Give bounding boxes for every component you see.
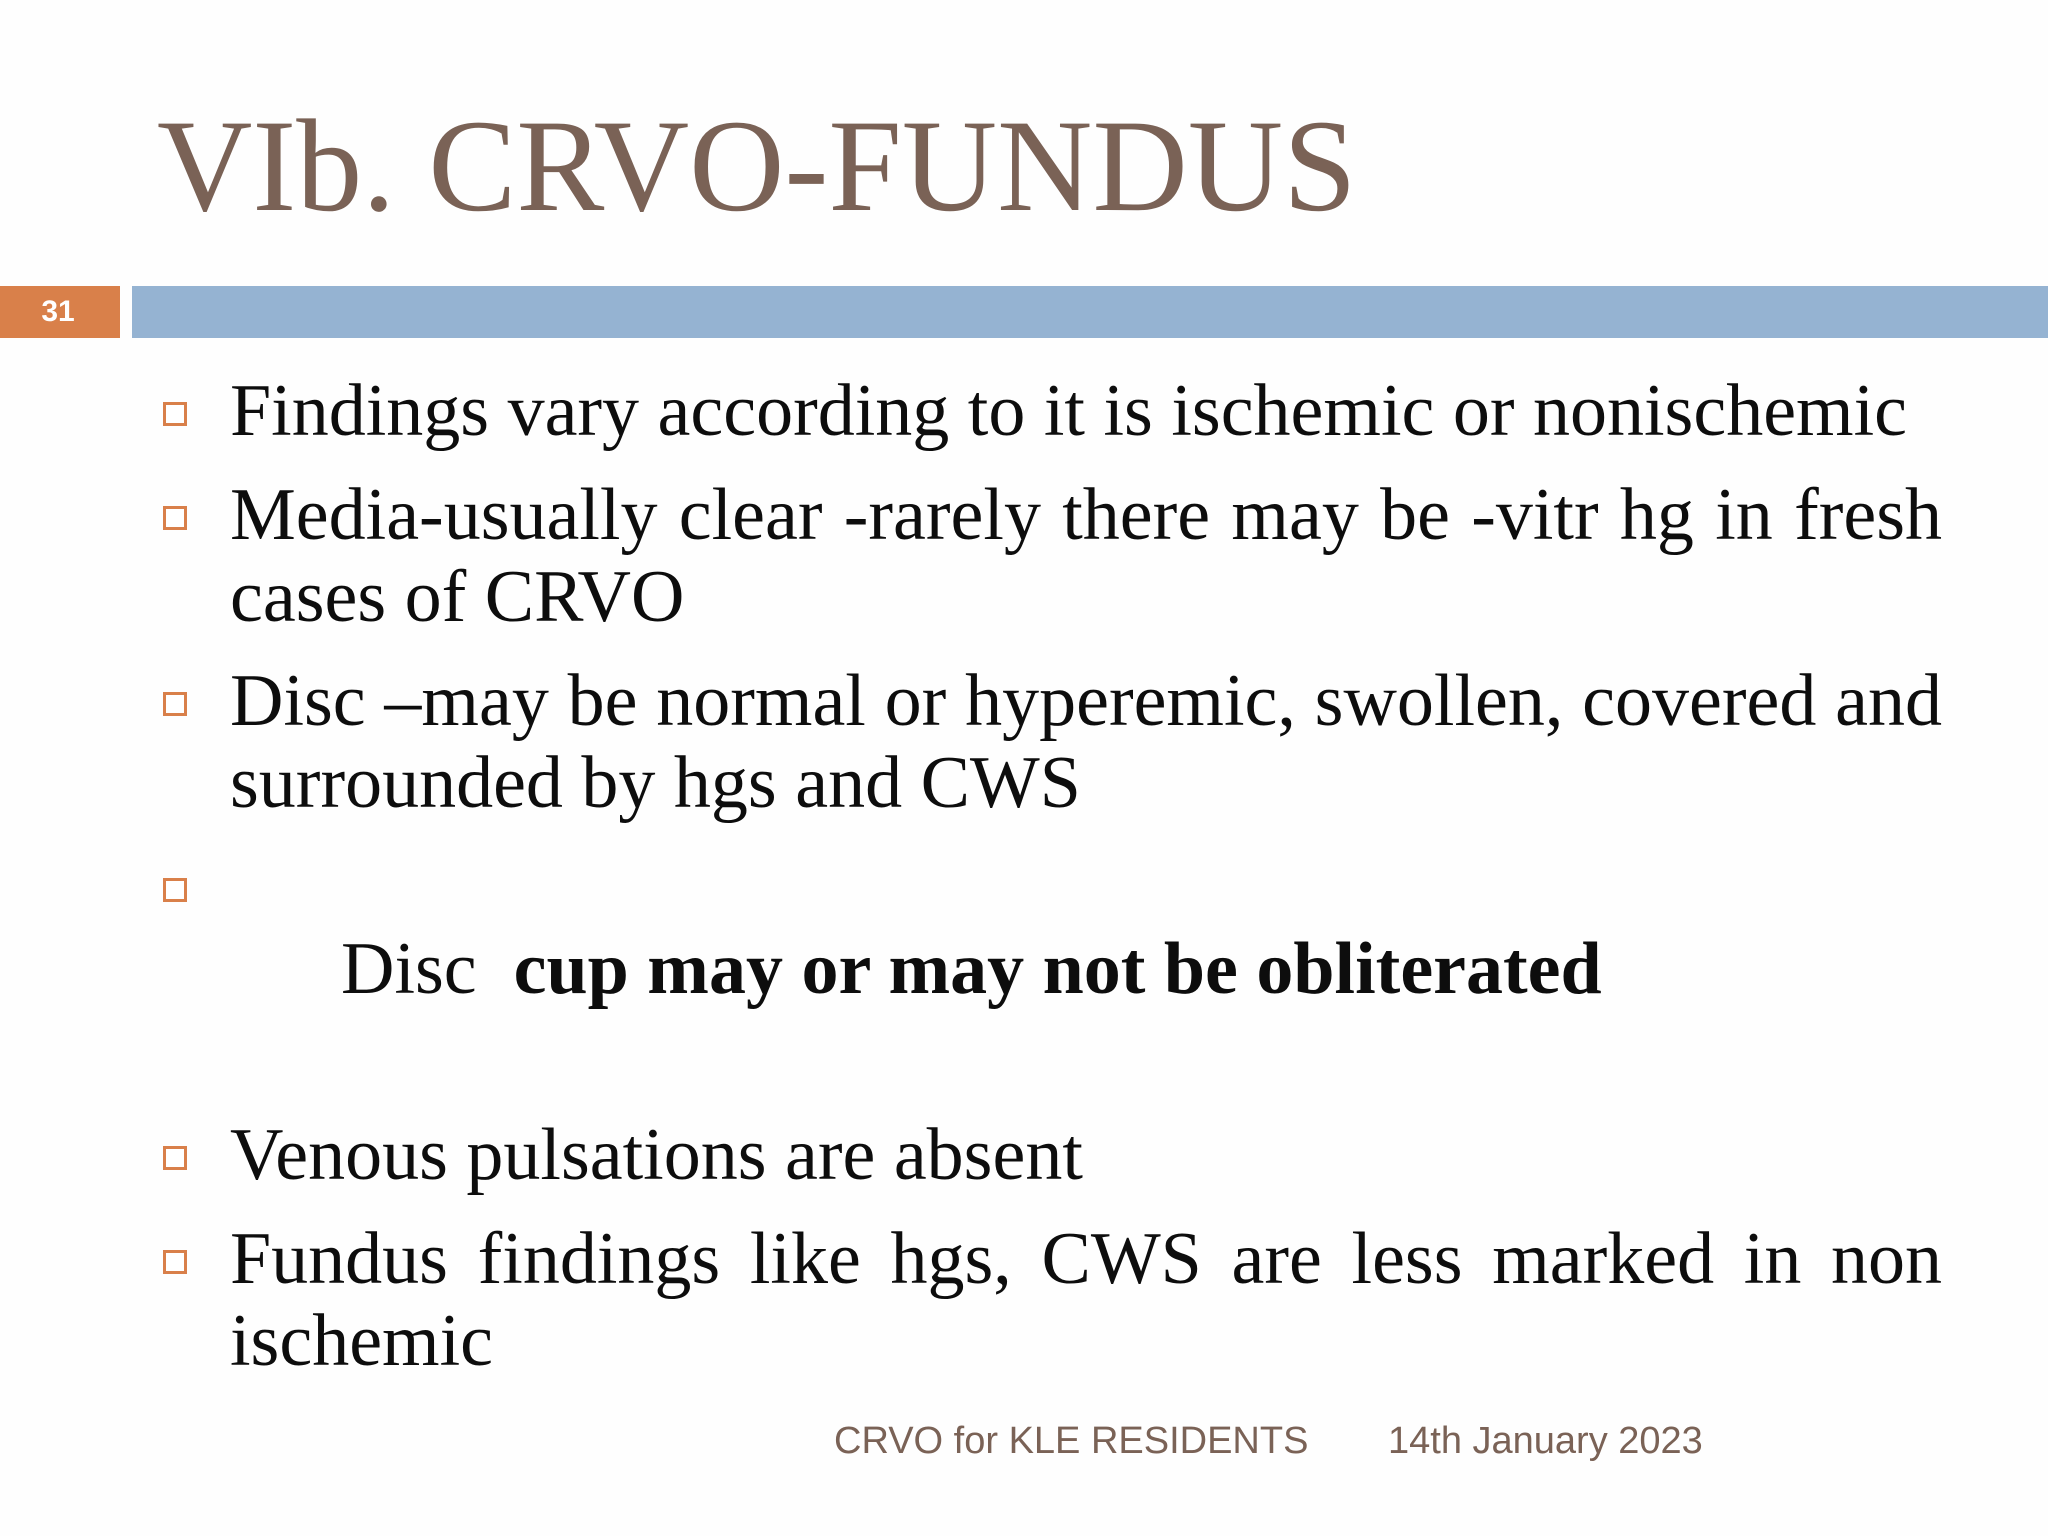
square-bullet-icon xyxy=(163,692,187,716)
bullet-text: Disc –may be normal or hyperemic, swollen, covered and surrounded by hgs and CWS xyxy=(230,660,1942,824)
bullet-text: Findings vary according to it is ischemic or nonischemic xyxy=(230,370,1907,452)
square-bullet-icon xyxy=(163,1146,187,1170)
footer-date: 14th January 2023 xyxy=(1388,1420,1703,1462)
square-bullet-icon xyxy=(163,878,187,902)
bullet-list xyxy=(160,370,1942,1404)
square-bullet-icon xyxy=(163,506,187,530)
slide-title: VIb. CRVO-FUNDUS xyxy=(157,92,1357,239)
bullet-text-prefix: Disc xyxy=(341,928,514,1010)
bullet-item xyxy=(160,370,1942,452)
square-bullet-icon xyxy=(163,402,187,426)
bullet-text: Media-usually clear -rarely there may be -vitr hg in fresh cases of CRVO xyxy=(230,474,1942,638)
square-bullet-icon xyxy=(163,1250,187,1274)
bullet-item xyxy=(160,474,1942,638)
bullet-text: Venous pulsations are absent xyxy=(230,1114,1083,1196)
bullet-item xyxy=(160,1114,1942,1196)
bullet-item xyxy=(160,1218,1942,1382)
bullet-text-bold: cup may or may not be obliterated xyxy=(513,928,1602,1010)
slide-number-badge: 31 xyxy=(0,286,120,338)
title-divider-bar xyxy=(132,286,2048,338)
bullet-text: Fundus findings like hgs, CWS are less marked in non ischemic xyxy=(230,1218,1942,1382)
footer-title: CRVO for KLE RESIDENTS xyxy=(834,1420,1309,1462)
bullet-item xyxy=(160,846,1942,1092)
bullet-item xyxy=(160,660,1942,824)
